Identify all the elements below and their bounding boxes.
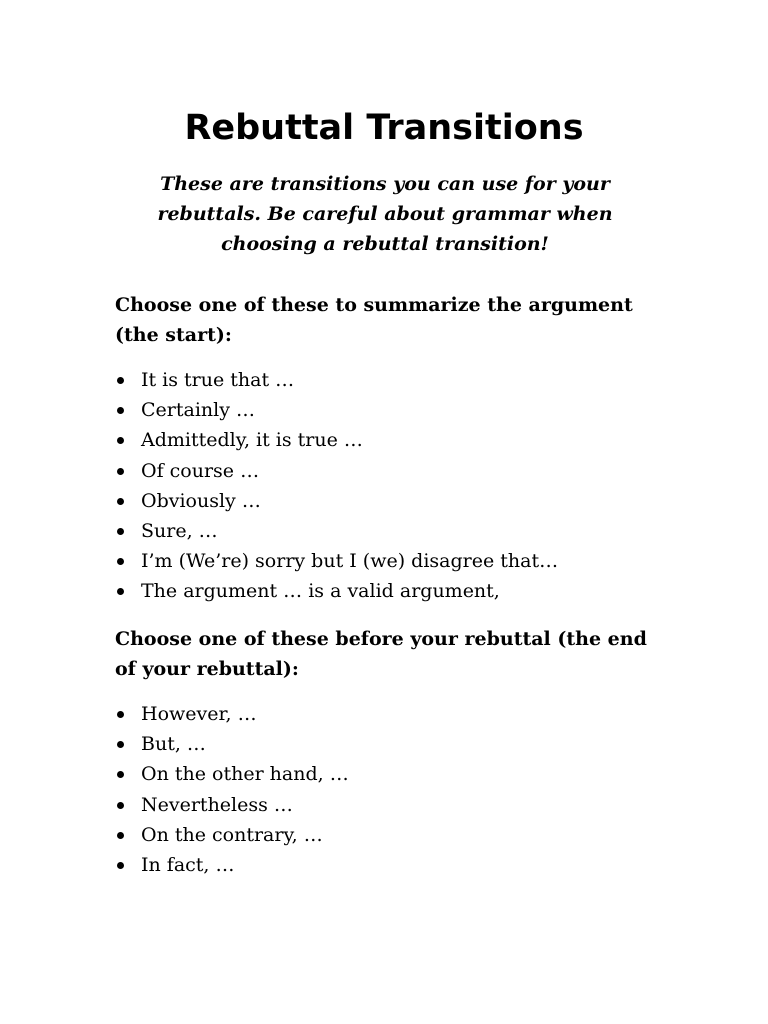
bullet-icon [117,377,124,384]
document-subtitle: These are transitions you can use for your rebuttals. Be careful about grammar when choosing a rebuttal transition! [157,173,613,255]
list-item: Sure, … [115,516,655,546]
bullet-icon [117,528,124,535]
bullet-icon [117,771,124,778]
list-item: On the contrary, … [115,820,655,850]
list-item: Of course … [115,456,655,486]
list-item: I’m (We’re) sorry but I (we) disagree that… [115,546,655,576]
bullet-icon [117,862,124,869]
list-item: In fact, … [115,850,655,880]
list-item: However, … [115,699,655,729]
list-item: It is true that … [115,365,655,395]
section-heading-end: Choose one of these before your rebuttal (the end of your rebuttal): [115,628,647,680]
start-transitions-list [115,365,655,607]
section-heading-start: Choose one of these to summarize the argument (the start): [115,294,633,346]
bullet-icon [117,437,124,444]
bullet-icon [117,802,124,809]
end-transitions-list [115,699,655,880]
document-title: Rebuttal Transitions [184,108,584,148]
bullet-icon [117,832,124,839]
bullet-icon [117,741,124,748]
bullet-icon [117,711,124,718]
list-item: Certainly … [115,395,655,425]
bullet-icon [117,498,124,505]
bullet-icon [117,558,124,565]
bullet-icon [117,407,124,414]
list-item: But, … [115,729,655,759]
list-item: Obviously … [115,486,655,516]
list-item: Nevertheless … [115,790,655,820]
bullet-icon [117,468,124,475]
list-item: Admittedly, it is true … [115,425,655,455]
list-item: On the other hand, … [115,759,655,789]
bullet-icon [117,588,124,595]
list-item: The argument … is a valid argument, [115,576,655,606]
